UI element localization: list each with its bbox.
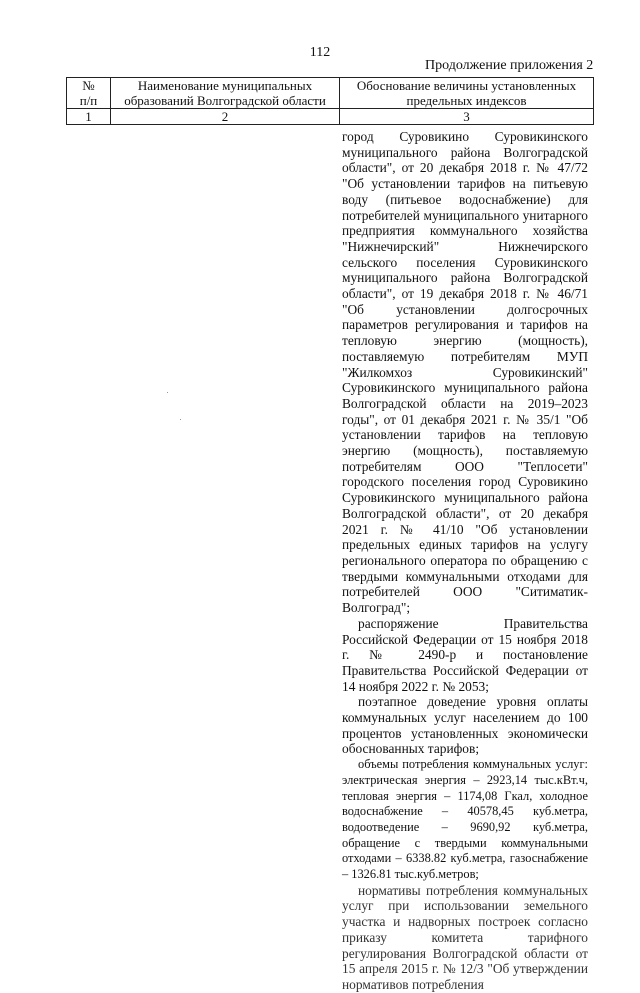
paragraph-payment-level: поэтапное доведение уровня оплаты коммунальных услуг населением до 100 процентов установленных экономически обоснованных тарифов; bbox=[342, 694, 588, 757]
header-cell-number: № п/п bbox=[67, 78, 111, 109]
paragraph-government-orders: распоряжение Правительства Российской Федерации от 15 ноября 2018 г. № 2490-р и постановление Правительства Российской Федерации от 14 ноября 2022 г. № 2053; bbox=[342, 615, 588, 694]
continuation-label: Продолжение приложения 2 bbox=[425, 58, 594, 73]
page-number: 112 bbox=[309, 45, 331, 60]
justification-text bbox=[342, 129, 588, 993]
paragraph-consumption-volumes: объемы потребления коммунальных услуг: электрическая энергия – 2923,14 тыс.кВт.ч, тепловая энергия – 1174,08 Гкал, холодное водоснабжение – 40578,45 куб.метра, водоотведение – 9690,92 куб.метра, обращение с твердыми коммунальными отходами – 6338.82 куб.метра, газоснабжение – 1326.81 тыс.куб.метров; bbox=[342, 757, 588, 882]
column-number-3: 3 bbox=[340, 109, 594, 125]
header-cell-justification: Обоснование величины установленных предельных индексов bbox=[340, 78, 594, 109]
table-header bbox=[66, 77, 594, 125]
paragraph-consumption-norms: нормативы потребления коммунальных услуг при использовании земельного участка и надворных построек согласно приказу комитета тарифного регулирования Волгоградской области от 15 апреля 2015 г. № 12/3 "Об утверждении нормативов потребления bbox=[342, 882, 588, 992]
paragraph-tariff-orders: город Суровикино Суровикинского муниципального района Волгоградской области", от 20 декабря 2018 г. № 47/72 "Об установлении тарифов на питьевую воду (питьевое водоснабжение) для потребителей муниципального унитарного предприятия коммунального хозяйства "Нижнечирский" Нижнечирского сельского поселения Суровикинского муниципального района Волгоградской области", от 19 декабря 2018 г. № 46/71 "Об установлении долгосрочных параметров регулирования и тарифов на тепловую энергию (мощность), поставляемую потребителям МУП "Жилкомхоз Суровикинский" Суровикинского муниципального района Волгоградской области на 2019–2023 годы", от 01 декабря 2021 г. № 35/1 "Об установлении тарифов на тепловую энергию (мощность), поставляемую потребителям ООО "Теплосети" городского поселения город Суровикино Суровикинского муниципального района Волгоградской области", от 20 декабря 2021 г. № 41/10 "Об установлении предельных единых тарифов на услугу регионального оператора по обращению с твердыми коммунальными отходами для потребителей ООО "Ситиматик-Волгоград"; bbox=[342, 129, 588, 616]
column-number-2: 2 bbox=[111, 109, 340, 125]
header-cell-municipality: Наименование муниципальных образований Волгоградской области bbox=[111, 78, 340, 109]
scan-speck bbox=[180, 419, 181, 420]
column-number-1: 1 bbox=[67, 109, 111, 125]
scan-speck bbox=[167, 392, 168, 393]
